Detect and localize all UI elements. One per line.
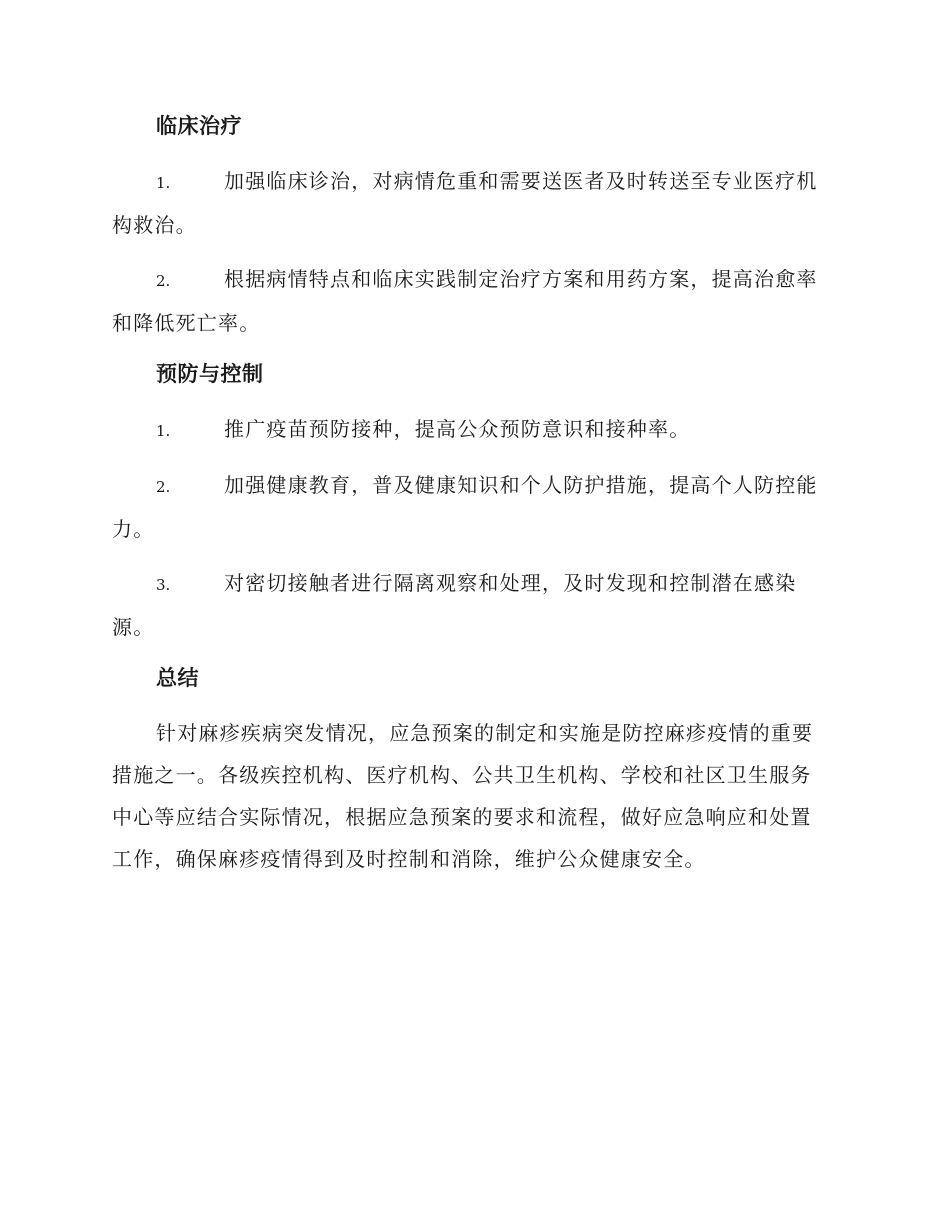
document-content [112,108,832,880]
list-item-number: 1. [156,422,171,440]
list-item [112,562,832,648]
list-item-text: 对密切接触者进行隔离观察和处理，及时发现和控制潜在感染源。 [112,571,797,639]
list-item-number: 1. [156,174,171,192]
list-item [112,408,832,452]
section-heading-clinical-treatment: 临床治疗 [156,114,242,138]
list-item-text: 根据病情特点和临床实践制定治疗方案和用药方案，提高治愈率和降低死亡率。 [112,267,818,335]
list-item-number: 3. [156,576,171,594]
list-item-text: 加强临床诊治，对病情危重和需要送医者及时转送至专业医疗机构救治。 [112,169,818,237]
list-item [112,160,832,246]
list-item-number: 2. [156,478,171,496]
section-heading-summary: 总结 [156,666,199,690]
list-item [112,464,832,550]
section-heading-prevention-control: 预防与控制 [156,362,264,386]
list-item-number: 2. [156,272,171,290]
summary-paragraph: 针对麻疹疾病突发情况，应急预案的制定和实施是防控麻疹疫情的重要措施之一。各级疾控机构、医疗机构、公共卫生机构、学校和社区卫生服务中心等应结合实际情况，根据应急预案的要求和流程，做好应急响应和处置工作，确保麻疹疫情得到及时控制和消除，维护公众健康安全。 [112,721,814,871]
list-item-text: 推广疫苗预防接种，提高公众预防意识和接种率。 [224,417,691,441]
list-item-text: 加强健康教育，普及健康知识和个人防护措施，提高个人防控能力。 [112,473,818,541]
list-item [112,258,832,344]
